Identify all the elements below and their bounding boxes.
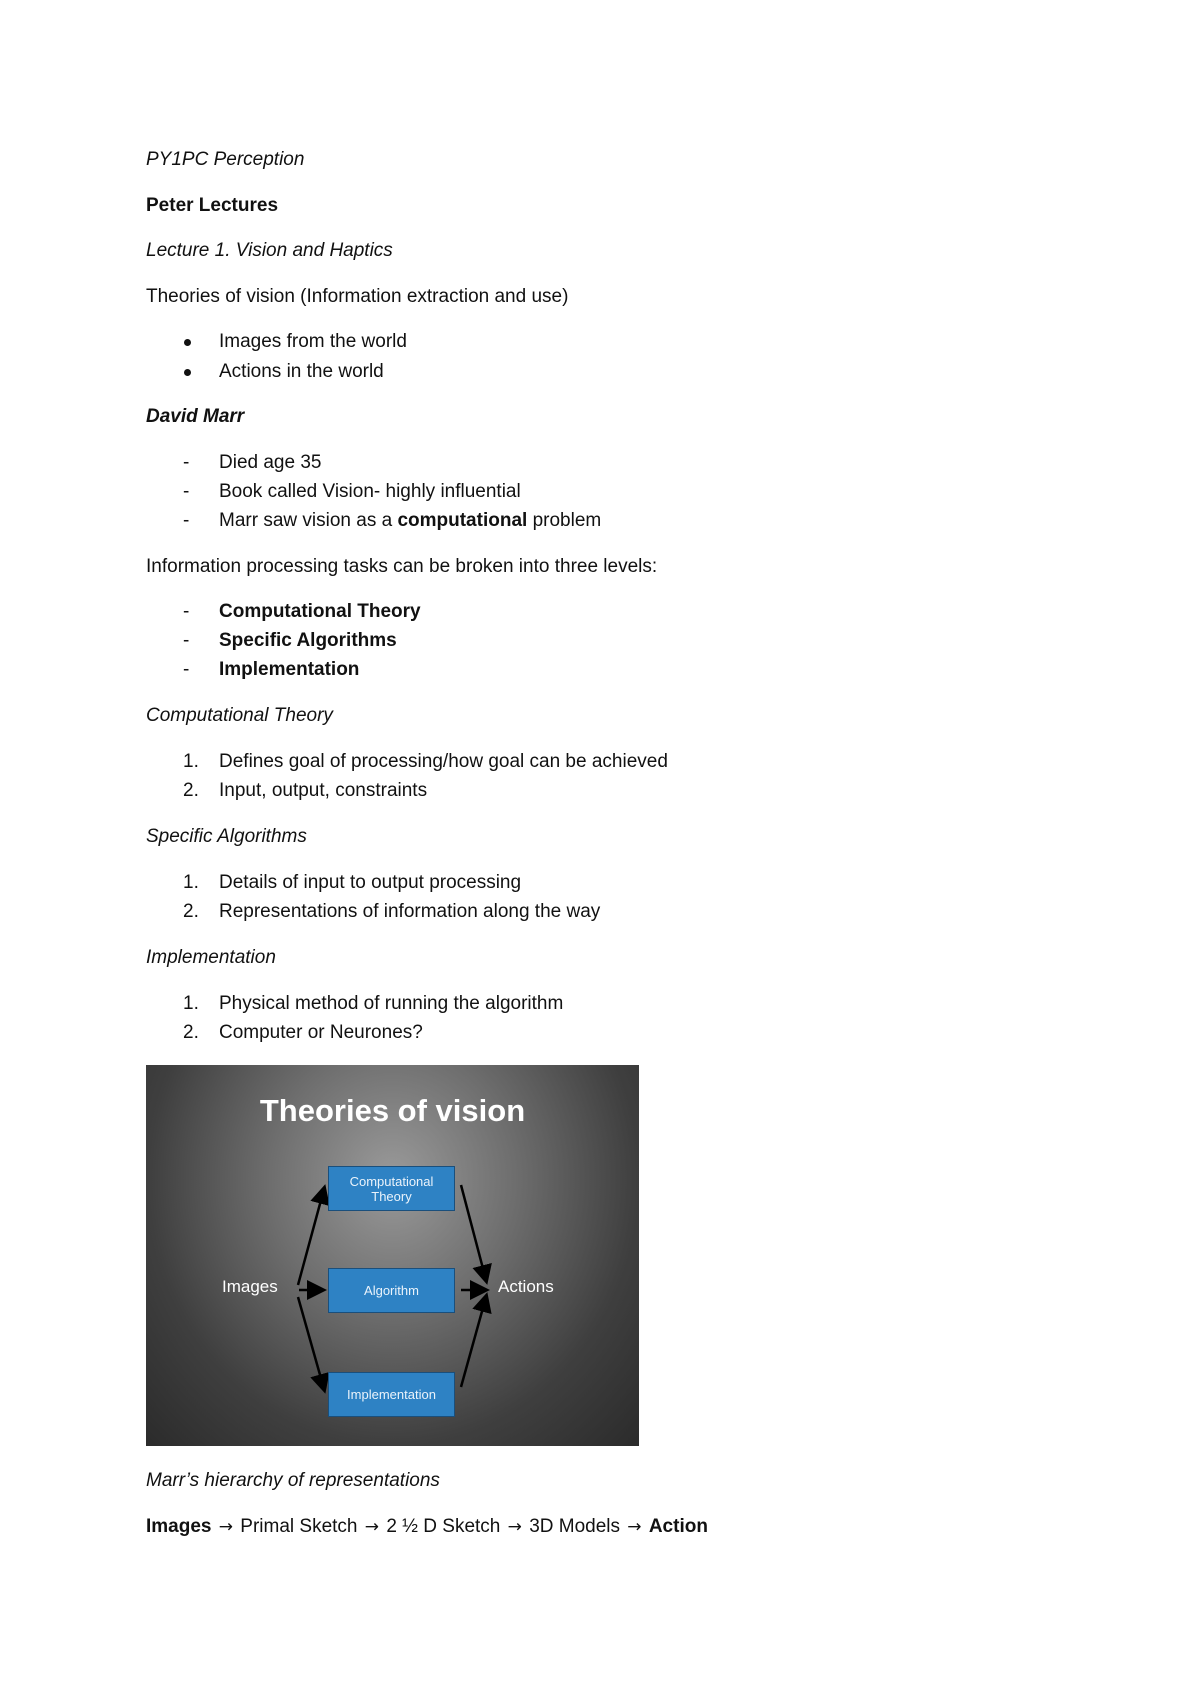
hierarchy-action: Action <box>648 1516 708 1537</box>
numbered-item <box>146 750 946 774</box>
lecturer-heading: Peter Lectures <box>146 195 279 216</box>
level-text: Implementation <box>219 659 360 680</box>
implementation-box: Implementation <box>328 1372 455 1417</box>
numbered-text: Input, output, constraints <box>219 780 428 801</box>
algorithm-box: Algorithm <box>328 1268 455 1313</box>
dash-marker: - <box>183 510 190 531</box>
numbered-text: Details of input to output processing <box>219 872 522 893</box>
dash-marker: - <box>183 601 190 622</box>
dash-marker: - <box>183 452 190 473</box>
number-marker: 1. <box>183 993 199 1014</box>
dash-text: Book called Vision- highly influential <box>219 481 521 502</box>
hierarchy-line <box>146 1515 708 1539</box>
theories-of-vision-slide <box>146 1065 639 1446</box>
bullet-icon <box>184 339 191 346</box>
dash-text: Died age 35 <box>219 452 322 473</box>
levels-intro: Information processing tasks can be broken into three levels: <box>146 556 658 577</box>
dash-marker: - <box>183 630 190 651</box>
numbered-item <box>146 992 946 1016</box>
hierarchy-heading: Marr’s hierarchy of representations <box>146 1470 440 1491</box>
hierarchy-images: Images <box>146 1516 212 1537</box>
hierarchy-models: 3D Models <box>529 1516 621 1537</box>
arrow-implementation-to-actions <box>461 1297 486 1387</box>
level-item <box>146 600 846 624</box>
number-marker: 2. <box>183 901 199 922</box>
arrow-images-to-computational <box>298 1189 324 1285</box>
numbered-text: Representations of information along the way <box>219 901 601 922</box>
section-heading: Computational Theory <box>146 705 333 726</box>
level-text: Specific Algorithms <box>219 630 397 651</box>
numbered-text: Physical method of running the algorithm <box>219 993 564 1014</box>
arrow-right-icon: → <box>507 1517 522 1537</box>
arrow-right-icon: → <box>218 1517 234 1537</box>
bullet-text: Actions in the world <box>219 361 384 382</box>
bullet-item <box>146 360 746 384</box>
numbered-item <box>146 871 946 895</box>
numbered-text: Defines goal of processing/how goal can be achieved <box>219 751 668 772</box>
numbered-item <box>146 900 946 924</box>
dash-marker: - <box>183 481 190 502</box>
dash-text <box>219 509 601 533</box>
dash-item <box>146 509 846 533</box>
number-marker: 1. <box>183 751 199 772</box>
section-heading: Implementation <box>146 947 276 968</box>
arrow-right-icon: → <box>627 1517 642 1537</box>
theories-intro: Theories of vision (Information extraction and use) <box>146 286 569 307</box>
dash-marker: - <box>183 659 190 680</box>
dash-text-suffix: problem <box>527 510 602 531</box>
images-label: Images <box>222 1277 278 1296</box>
level-item <box>146 629 846 653</box>
bullet-item <box>146 330 746 354</box>
arrow-images-to-implementation <box>298 1297 324 1389</box>
numbered-item <box>146 1021 946 1045</box>
dash-text-prefix: Marr saw vision as a <box>219 510 398 531</box>
marr-heading: David Marr <box>146 406 245 427</box>
course-title: PY1PC Perception <box>146 149 305 170</box>
section-heading: Specific Algorithms <box>146 826 307 847</box>
arrow-right-icon: → <box>364 1517 380 1537</box>
computational-theory-box: Computational Theory <box>328 1166 455 1211</box>
numbered-text: Computer or Neurones? <box>219 1022 423 1043</box>
dash-item <box>146 480 846 504</box>
bullet-icon <box>184 369 191 376</box>
bullet-text: Images from the world <box>219 331 407 352</box>
level-text: Computational Theory <box>219 601 421 622</box>
number-marker: 1. <box>183 872 199 893</box>
arrow-computational-to-actions <box>461 1185 486 1280</box>
number-marker: 2. <box>183 780 199 801</box>
actions-label: Actions <box>498 1277 554 1296</box>
dash-text-bold: computational <box>397 510 528 531</box>
lecture-title: Lecture 1. Vision and Haptics <box>146 240 393 261</box>
number-marker: 2. <box>183 1022 199 1043</box>
hierarchy-two-half: 2 ½ D Sketch <box>386 1516 501 1537</box>
hierarchy-primal: Primal Sketch <box>240 1516 358 1537</box>
slide-title: Theories of vision <box>259 1093 526 1128</box>
level-item <box>146 658 846 682</box>
dash-item <box>146 451 846 475</box>
numbered-item <box>146 779 946 803</box>
